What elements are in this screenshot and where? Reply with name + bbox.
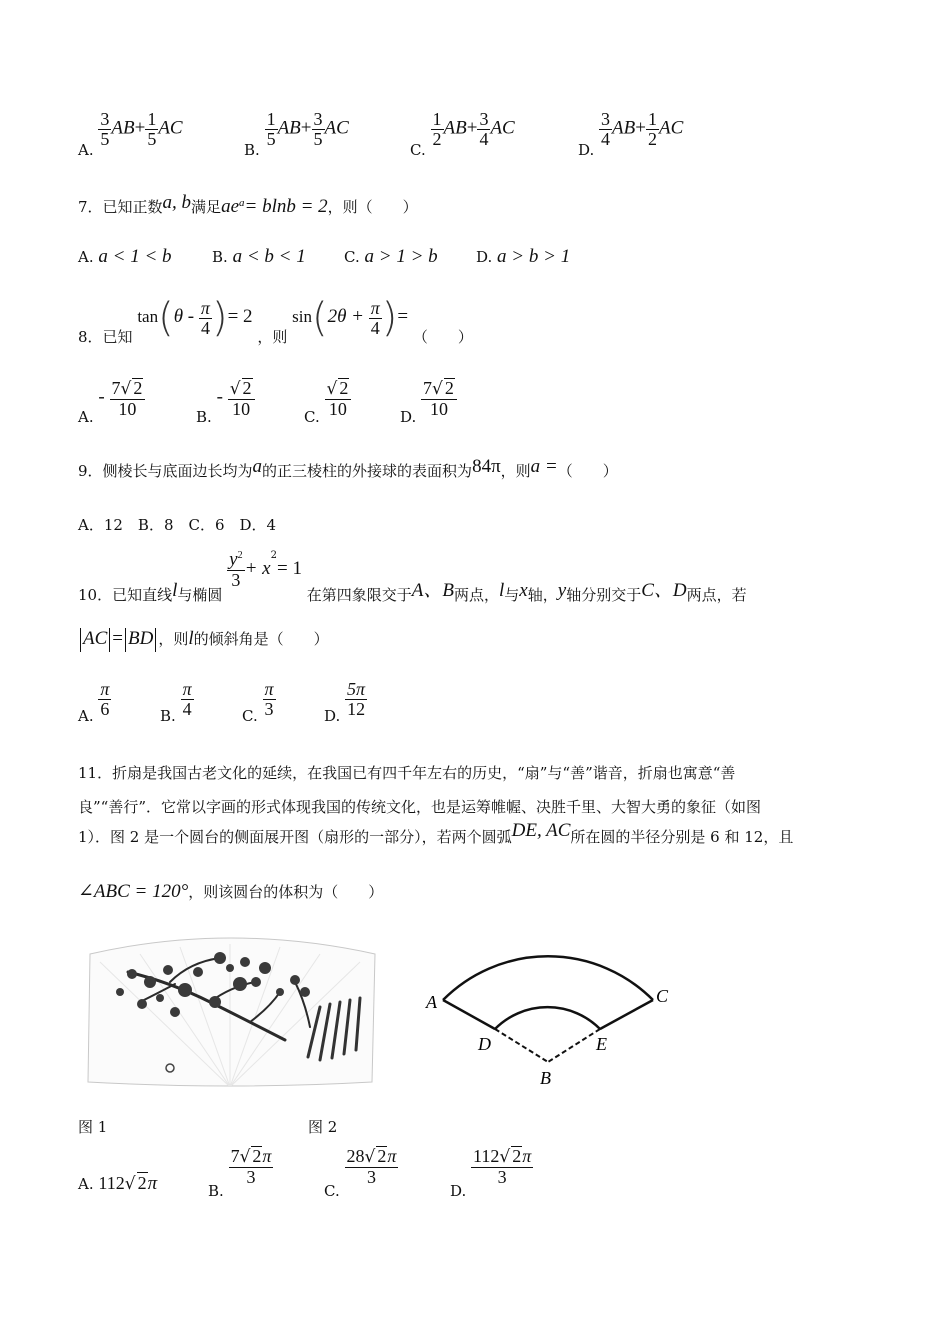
q11-line2: 良”“善行”．它常以字画的形式体现我国的传统文化，也是运筹帷幄、决胜千里、大智大勇的象征（如图 bbox=[78, 798, 762, 816]
q7-stem: 7．已知正数a, b满足$ae^a= blnb = 2$，则（ ） bbox=[78, 192, 418, 217]
q11-option-d[interactable]: D. $\frac{112√ 2\pi}{3}$ bbox=[450, 1146, 532, 1201]
point-c-label: C bbox=[656, 986, 669, 1006]
q9-options[interactable]: A．12 B．8 C．6 D．4 bbox=[78, 516, 277, 534]
q11-line3: 1）．图 2 是一个圆台的侧面展开图（扇形的一部分），若两个圆弧DE, AC所在圆的半径分别是 6 和 12，且 bbox=[78, 820, 794, 846]
q8-stem: 8．已知 tan(θ - $\frac{\pi}{4}$ )= 2 ，则 sin(2θ + $\frac{\pi}{4}$ )= （ ） bbox=[78, 295, 473, 346]
fraction: $\frac{1}{5}$ bbox=[147, 109, 157, 149]
q8-option-c[interactable]: C. $\frac{√ 2}{10}$ bbox=[304, 378, 351, 419]
option-label: A. bbox=[78, 141, 94, 160]
fraction: $\frac{\pi}{3}$ bbox=[264, 679, 274, 719]
figure-1-caption: 图 1 bbox=[78, 1118, 108, 1136]
fraction: $\frac{√ 2}{10}$ bbox=[228, 378, 255, 419]
fraction: $\frac{√ 2}{10}$ bbox=[325, 378, 352, 419]
q6-option-a[interactable]: A. $\frac{3}{5}$ AB+ $\frac{1}{5}$ AC bbox=[78, 109, 183, 160]
q7-option-b[interactable]: B. a < b < 1 bbox=[212, 246, 306, 267]
q8-option-a[interactable]: A. - $\frac{7√ 2}{10}$ bbox=[78, 378, 145, 419]
fraction: $\frac{1}{5}$ bbox=[266, 109, 276, 149]
fraction: $\frac{3}{5}$ bbox=[313, 109, 323, 149]
fraction: $\frac{\pi}{4}$ bbox=[200, 297, 210, 338]
fraction: $\frac{\pi}{4}$ bbox=[182, 679, 192, 719]
q9-stem: 9．侧棱长与底面边长均为a的正三棱柱的外接球的表面积为84π，则a =（ ） bbox=[78, 456, 618, 480]
fraction: $\frac{5\pi}{12}$ bbox=[347, 679, 366, 719]
fraction: $\frac{3}{5}$ bbox=[100, 109, 110, 149]
q11-line4: ∠ABC = 120°，则该圆台的体积为（ ） bbox=[78, 881, 384, 902]
ellipse-fraction: $\frac{y^2}{3}$ bbox=[229, 549, 243, 590]
fraction: $\frac{3}{4}$ bbox=[601, 109, 611, 149]
q7-option-d[interactable]: D. a > b > 1 bbox=[476, 246, 571, 267]
point-e-label: E bbox=[596, 1034, 607, 1054]
segment-db bbox=[495, 1029, 548, 1062]
fraction: $\frac{\pi}{4}$ bbox=[370, 297, 380, 338]
fraction: $\frac{7√ 2\pi}{3}$ bbox=[230, 1146, 272, 1187]
q10-stem-line2: AC = BD ，则l的倾斜角是（ ） bbox=[78, 628, 329, 652]
fraction: $\frac{28√ 2\pi}{3}$ bbox=[346, 1146, 397, 1187]
point-b-label: B bbox=[540, 1068, 551, 1088]
arc-ac bbox=[443, 956, 653, 1000]
option-label: D. bbox=[578, 141, 595, 160]
q10-option-c[interactable]: C. $\frac{\pi}{3}$ bbox=[242, 679, 274, 726]
option-label: B. bbox=[244, 141, 260, 160]
q10-option-b[interactable]: B. $\frac{\pi}{4}$ bbox=[160, 679, 192, 726]
fraction: $\frac{1}{2}$ bbox=[647, 109, 657, 149]
fraction: $\frac{7√ 2}{10}$ bbox=[421, 378, 457, 419]
option-label: C. bbox=[410, 141, 426, 160]
fraction: $\frac{3}{4}$ bbox=[479, 109, 489, 149]
segment-ad bbox=[443, 1000, 495, 1029]
fraction: $\frac{\pi}{6}$ bbox=[100, 679, 110, 719]
q7-option-c[interactable]: C. a > 1 > b bbox=[344, 246, 438, 267]
point-a-label: A bbox=[426, 992, 437, 1012]
q6-option-d[interactable]: D. $\frac{3}{4}$ AB+ $\frac{1}{2}$ AC bbox=[578, 109, 684, 160]
figure-2-sector bbox=[420, 932, 680, 1092]
q11-option-a[interactable]: A. 112√ 2π bbox=[78, 1173, 158, 1194]
q8-option-d[interactable]: D. $\frac{7√ 2}{10}$ bbox=[400, 378, 457, 419]
q10-stem-line1: 10．已知直线l与椭圆 $\frac{y^2}{3}$ + $x^2= 1$ 在第四象限交于A、B两点，l与x轴，y轴分别交于C、D两点，若 bbox=[78, 549, 747, 604]
figure-2-caption: 图 2 bbox=[308, 1118, 338, 1136]
arc-de bbox=[495, 1007, 600, 1029]
figure-1-fan-painting bbox=[80, 932, 380, 1092]
q11-option-b[interactable]: B. $\frac{7√ 2\pi}{3}$ bbox=[208, 1146, 272, 1201]
q7-option-a[interactable]: A. a < 1 < b bbox=[78, 246, 172, 267]
q11-line1: 11．折扇是我国古老文化的延续，在我国已有四千年左右的历史，“扇”与“善”谐音，折扇也寓意“善 bbox=[78, 764, 736, 782]
q6-option-b[interactable]: B. $\frac{1}{5}$ AB+ $\frac{3}{5}$ AC bbox=[244, 109, 349, 160]
q6-option-c[interactable]: C. $\frac{1}{2}$ AB+ $\frac{3}{4}$ AC bbox=[410, 109, 515, 160]
fraction: $\frac{1}{2}$ bbox=[432, 109, 442, 149]
q10-option-d[interactable]: D. $\frac{5\pi}{12}$ bbox=[324, 679, 366, 726]
q11-option-c[interactable]: C. $\frac{28√ 2\pi}{3}$ bbox=[324, 1146, 397, 1201]
q10-option-a[interactable]: A. $\frac{\pi}{6}$ bbox=[78, 679, 110, 726]
q8-option-b[interactable]: B. - $\frac{√ 2}{10}$ bbox=[196, 378, 255, 419]
fraction: $\frac{7√ 2}{10}$ bbox=[110, 378, 146, 419]
point-d-label: D bbox=[478, 1034, 491, 1054]
segment-eb bbox=[548, 1029, 600, 1062]
segment-ce bbox=[600, 1000, 653, 1029]
fraction: $\frac{112√ 2\pi}{3}$ bbox=[473, 1146, 532, 1187]
